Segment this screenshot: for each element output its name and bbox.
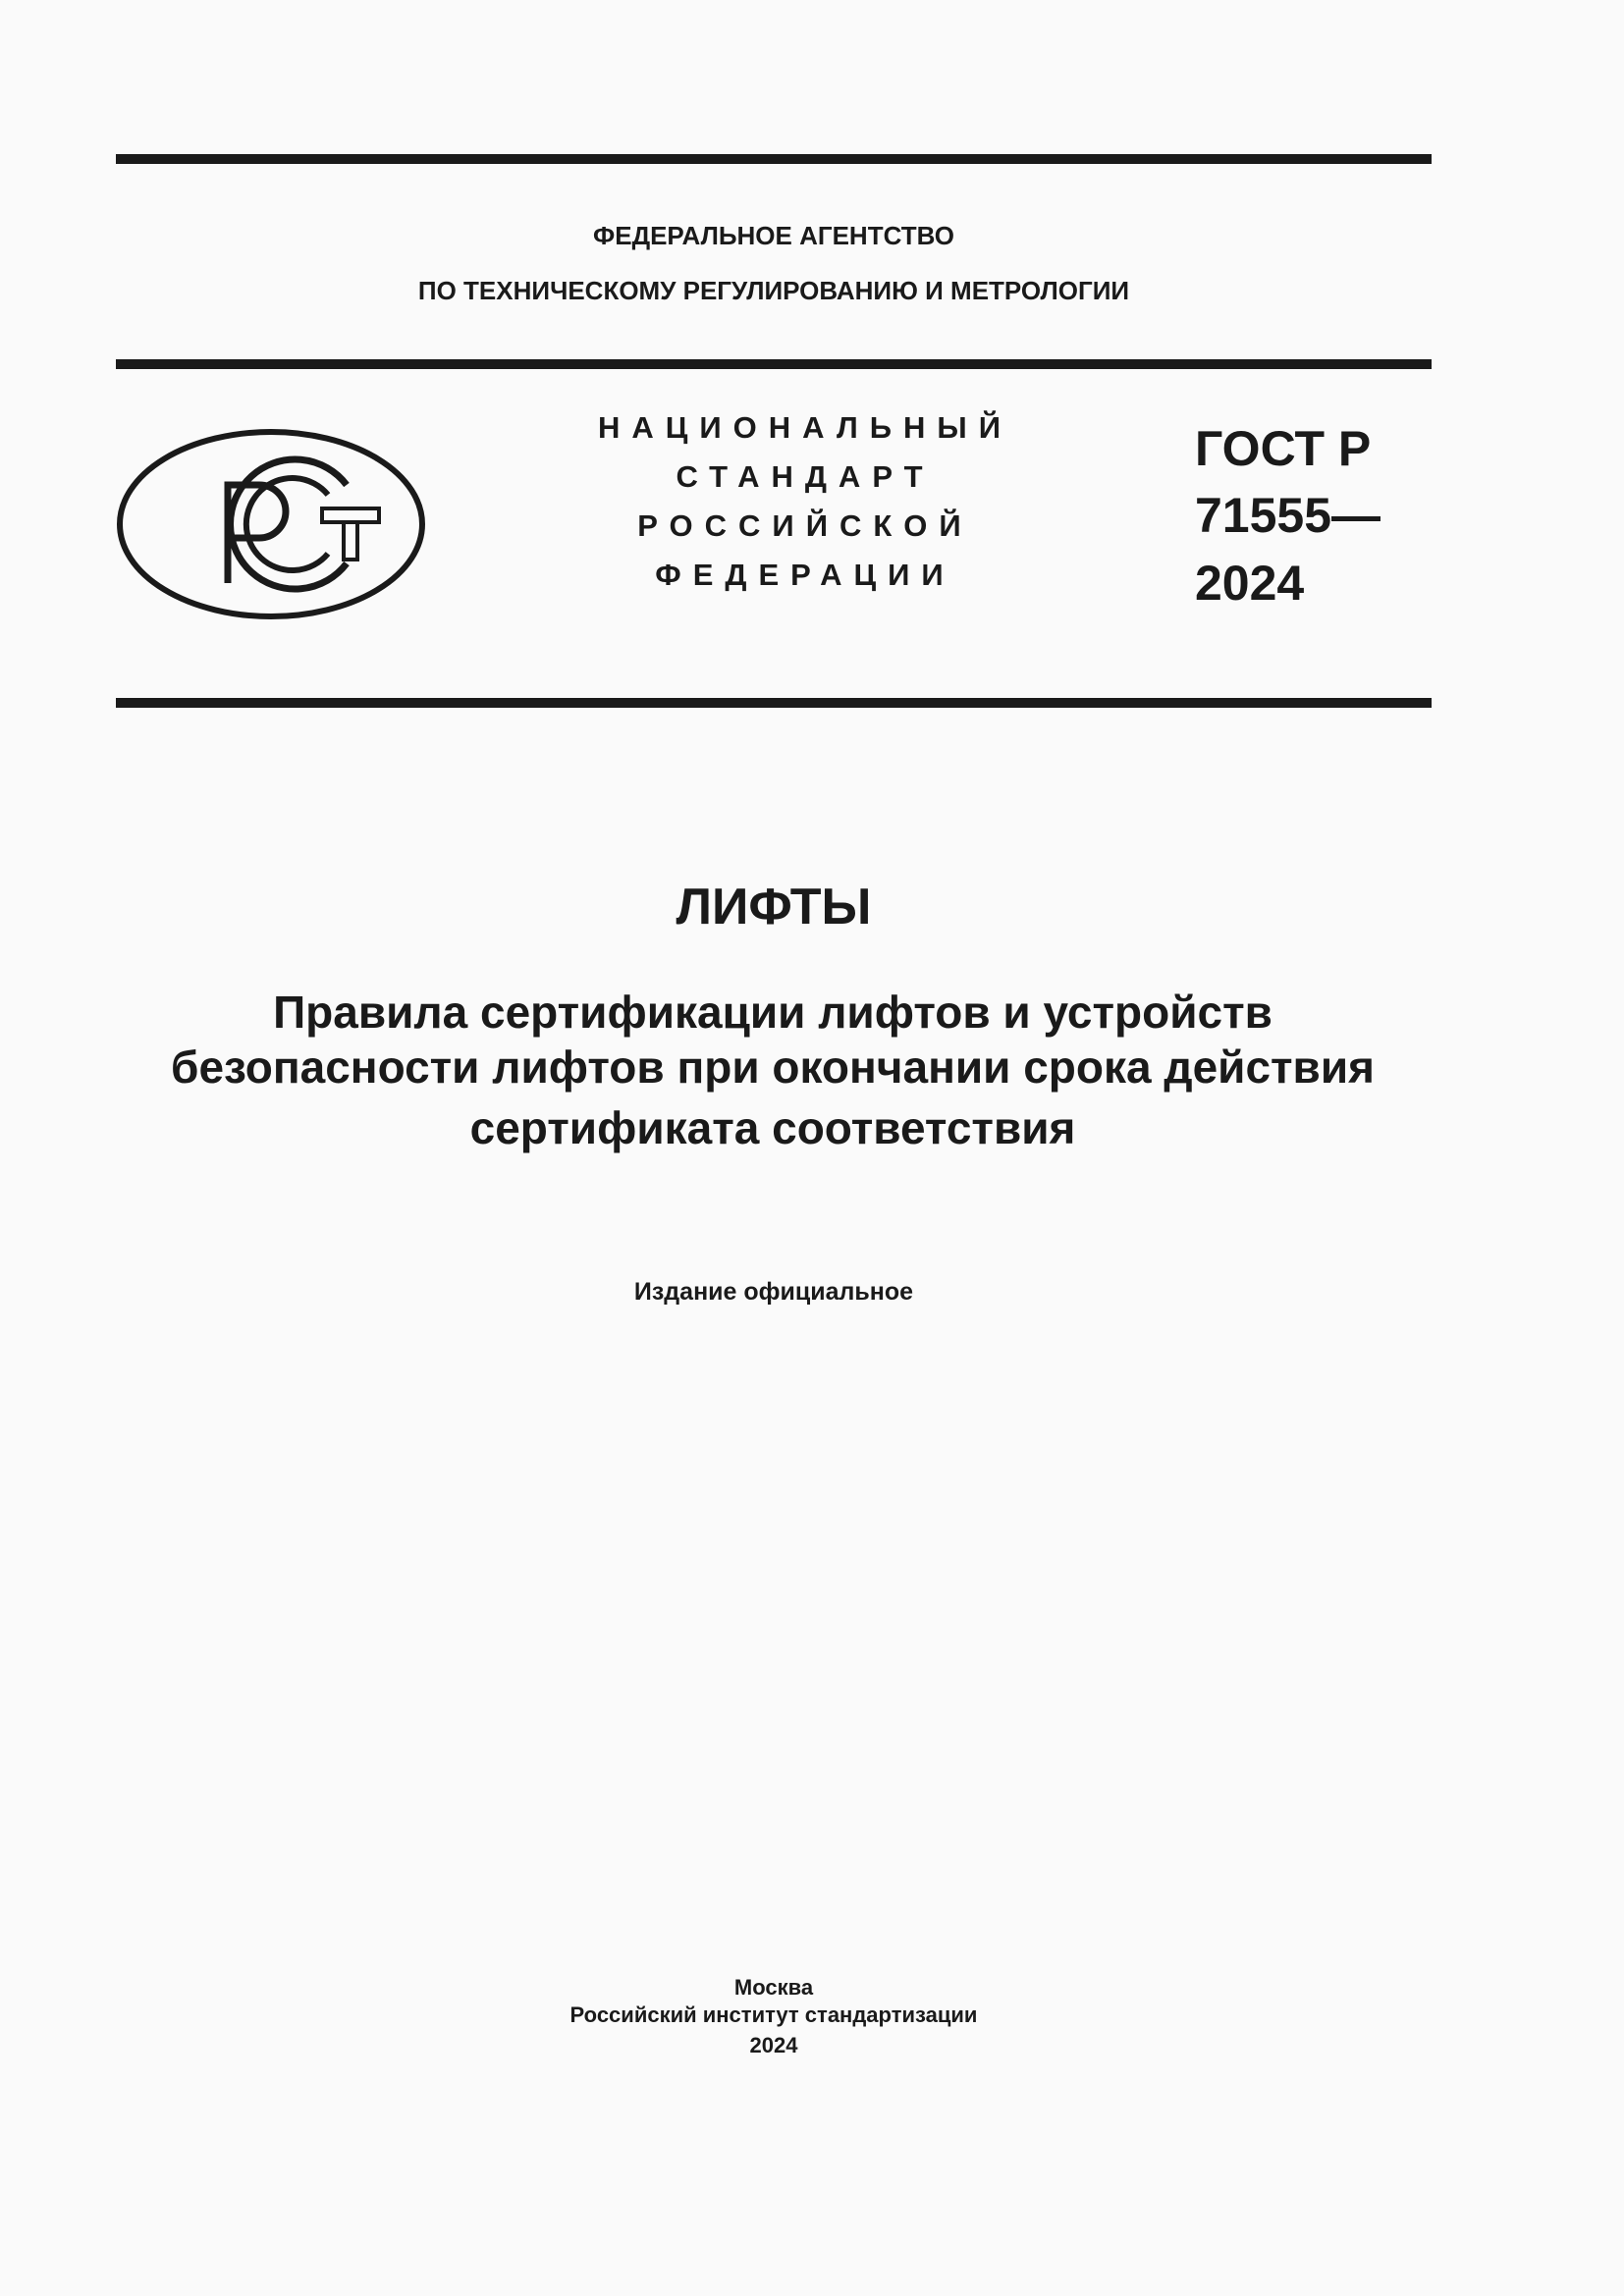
rst-certification-mark-icon: [116, 428, 426, 620]
subtitle-line-2: безопасности лифтов при окончании срока действия: [171, 1041, 1375, 1093]
designation-line-3: 2024: [1195, 556, 1305, 611]
top-rule: [116, 154, 1432, 164]
subtitle-line-1: Правила сертификации лифтов и устройств: [273, 987, 1272, 1038]
subtitle-line-3: сертификата соответствия: [469, 1102, 1076, 1153]
imprint-year: 2024: [749, 2033, 798, 2057]
bottom-rule: [116, 698, 1432, 708]
middle-rule: [116, 359, 1432, 369]
designation-line-1: ГОСТ Р: [1195, 421, 1372, 476]
imprint-publisher: Российский институт стандартизации: [569, 2002, 978, 2027]
agency-line-2: ПО ТЕХНИЧЕСКОМУ РЕГУЛИРОВАНИЮ И МЕТРОЛОГИИ: [417, 276, 1130, 305]
agency-line-1: ФЕДЕРАЛЬНОЕ АГЕНТСТВО: [593, 221, 954, 250]
national-standard-line-1: НАЦИОНАЛЬНЫЙ: [597, 410, 1013, 445]
document-title: ЛИФТЫ: [676, 879, 872, 935]
national-standard-line-3: РОССИЙСКОЙ: [637, 508, 973, 543]
imprint-city: Москва: [733, 1975, 814, 2000]
national-standard-line-4: ФЕДЕРАЦИИ: [655, 558, 955, 592]
designation-line-2: 71555—: [1195, 488, 1381, 543]
national-standard-line-2: СТАНДАРТ: [676, 459, 935, 494]
edition-label: Издание официальное: [633, 1278, 914, 1306]
